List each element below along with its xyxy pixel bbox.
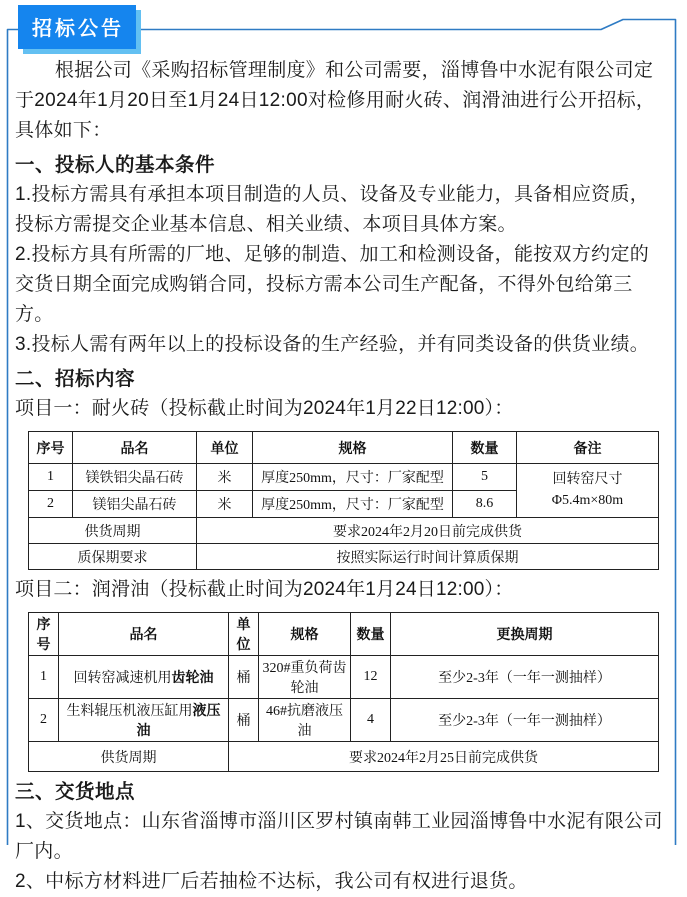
col-header-name: 品名 — [73, 432, 197, 464]
cell-index: 1 — [29, 464, 73, 491]
cell-name: 镁铁铝尖晶石砖 — [73, 464, 197, 491]
cell-spec: 厚度250mm，尺寸：厂家配型 — [253, 464, 453, 491]
condition-item-1: 1.投标方需具有承担本项目制造的人员、设备及专业能力，具备相应资质，投标方需提交企业基本信息、相关业绩、本项目具体方案。 — [15, 184, 650, 235]
condition-item-3: 3.投标人需有两年以上的投标设备的生产经验，并有同类设备的供货业绩。 — [15, 334, 650, 355]
cell-index: 1 — [29, 656, 59, 699]
table-header-row — [29, 613, 659, 656]
delivery-item-1: 1、交货地点：山东省淄博市淄川区罗村镇南韩工业园淄博鲁中水泥有限公司厂内。 — [15, 811, 663, 862]
cell-qty: 5 — [453, 464, 517, 491]
remark-line-2: Φ5.4m×80m — [551, 492, 624, 508]
table-footer-row — [29, 518, 659, 544]
project1-intro: 项目一：耐火砖（投标截止时间为2024年1月22日12:00）： — [15, 398, 514, 419]
supply-period-label: 供货周期 — [29, 518, 197, 544]
delivery-item-2: 2、中标方材料进厂后若抽检不达标，我公司有权进行退货。 — [15, 871, 528, 892]
supply-period-label: 供货周期 — [29, 742, 229, 772]
cell-unit: 桶 — [229, 656, 259, 699]
col-header-index: 序号 — [29, 613, 59, 656]
lubricant-table — [28, 612, 659, 772]
cell-index: 2 — [29, 699, 59, 742]
section-heading-delivery-location: 三、交货地点 — [15, 781, 136, 803]
cell-qty: 4 — [351, 699, 391, 742]
table-footer-row — [29, 742, 659, 772]
table-row — [29, 699, 659, 742]
col-header-cycle: 更换周期 — [391, 613, 659, 656]
cell-name: 镁铝尖晶石砖 — [73, 491, 197, 518]
warranty-value: 按照实际运行时间计算质保期 — [197, 544, 659, 570]
table-header-row — [29, 432, 659, 464]
cell-unit: 米 — [197, 491, 253, 518]
cell-qty: 12 — [351, 656, 391, 699]
col-header-spec: 规格 — [259, 613, 351, 656]
col-header-qty: 数量 — [453, 432, 517, 464]
col-header-spec: 规格 — [253, 432, 453, 464]
intro-paragraph: 根据公司《采购招标管理制度》和公司需要，淄博鲁中水泥有限公司定于2024年1月20日至1月24日12:00对检修用耐火砖、润滑油进行公开招标，具体如下： — [15, 60, 656, 141]
project2-intro: 项目二：润滑油（投标截止时间为2024年1月24日12:00）： — [15, 579, 514, 600]
announcement-badge: 招标公告 — [18, 5, 136, 49]
cell-remark — [517, 464, 659, 518]
cell-unit: 米 — [197, 464, 253, 491]
table-row — [29, 656, 659, 699]
col-header-unit: 单位 — [197, 432, 253, 464]
name-bold: 液压油 — [136, 704, 221, 739]
supply-period-value: 要求2024年2月25日前完成供货 — [229, 742, 659, 772]
cell-spec: 46#抗磨液压油 — [259, 699, 351, 742]
condition-item-2: 2.投标方具有所需的厂地、足够的制造、加工和检测设备，能按双方约定的交货日期全面完成购销合同，投标方需本公司生产配备，不得外包给第三方。 — [15, 244, 650, 325]
table-footer-row — [29, 544, 659, 570]
col-header-name: 品名 — [59, 613, 229, 656]
cell-spec: 320#重负荷齿轮油 — [259, 656, 351, 699]
col-header-unit: 单位 — [229, 613, 259, 656]
table-row — [29, 464, 659, 491]
col-header-index: 序号 — [29, 432, 73, 464]
section-heading-bidding-content: 二、招标内容 — [15, 368, 136, 390]
section-heading-bidder-conditions: 一、投标人的基本条件 — [15, 154, 216, 176]
cell-name — [59, 656, 229, 699]
remark-line-1: 回转窑尺寸 — [552, 472, 623, 488]
cell-cycle: 至少2-3年（一年一测抽样） — [391, 656, 659, 699]
name-bold: 齿轮油 — [171, 671, 214, 686]
col-header-remark: 备注 — [517, 432, 659, 464]
name-prefix: 生料辊压机液压缸用 — [66, 704, 193, 719]
cell-qty: 8.6 — [453, 491, 517, 518]
cell-name — [59, 699, 229, 742]
col-header-qty: 数量 — [351, 613, 391, 656]
cell-unit: 桶 — [229, 699, 259, 742]
refractory-brick-table — [28, 431, 659, 570]
cell-cycle: 至少2-3年（一年一测抽样） — [391, 699, 659, 742]
name-prefix: 回转窑减速机用 — [73, 671, 172, 686]
cell-spec: 厚度250mm，尺寸：厂家配型 — [253, 491, 453, 518]
supply-period-value: 要求2024年2月20日前完成供货 — [197, 518, 659, 544]
cell-index: 2 — [29, 491, 73, 518]
warranty-label: 质保期要求 — [29, 544, 197, 570]
